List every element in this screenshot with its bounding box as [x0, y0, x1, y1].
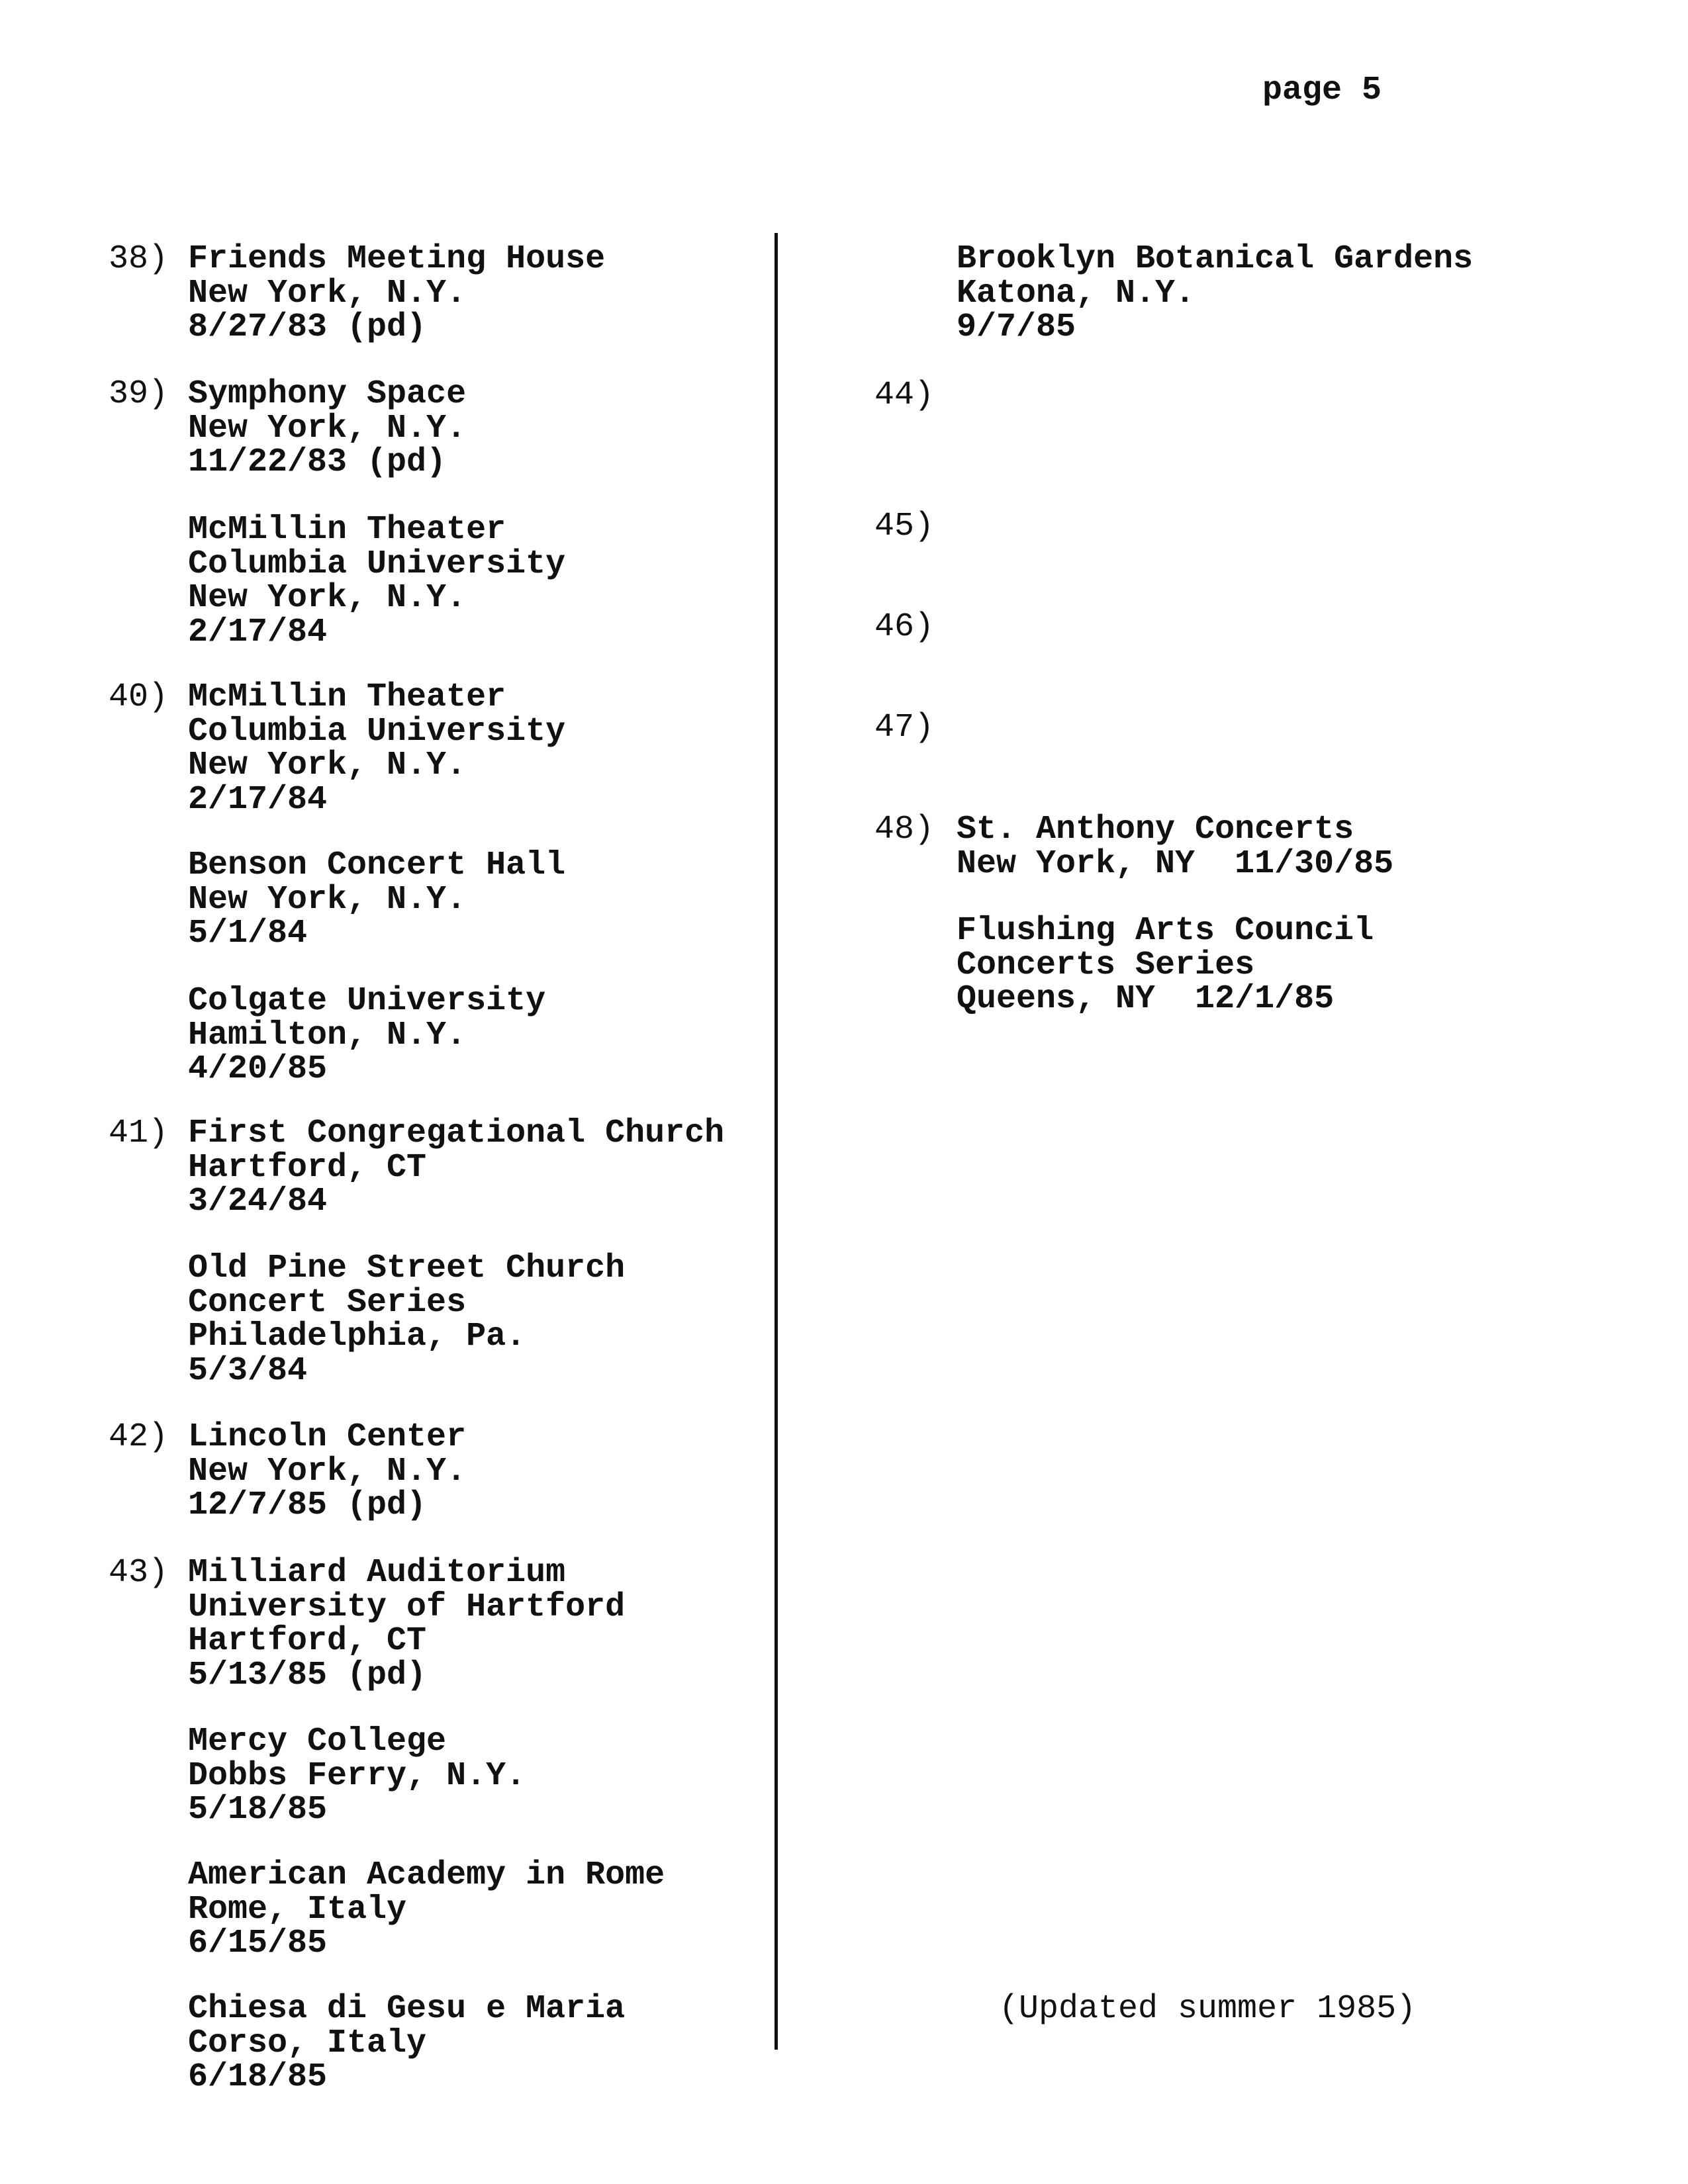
- entry-line: Rome, Italy: [188, 1890, 407, 1929]
- entry-line: American Academy in Rome: [188, 1856, 665, 1894]
- entry-line: Concerts Series: [957, 946, 1255, 984]
- entry-line: New York, NY 11/30/85: [957, 844, 1394, 883]
- page-number: page 5: [1262, 71, 1382, 109]
- entry-line: 2/17/84: [188, 780, 328, 819]
- entry-line: 4/20/85: [188, 1050, 328, 1089]
- entry-line: Mercy College: [188, 1723, 447, 1760]
- entry-line: 5/13/85 (pd): [188, 1656, 427, 1694]
- venue-entry: [188, 1251, 625, 1388]
- venue-entry: [188, 242, 605, 345]
- entry-line: Chiesa di Gesu e Maria: [188, 1990, 626, 2028]
- venue-entry: [188, 848, 565, 951]
- entry-line: Milliard Auditorium: [188, 1554, 566, 1592]
- venue-entry: [188, 513, 565, 649]
- entry-line: New York, N.Y.: [188, 274, 467, 312]
- venue-entry: [957, 813, 1393, 881]
- entry-line: 11/22/83 (pd): [188, 443, 447, 482]
- entry-line: Friends Meeting House: [188, 240, 606, 278]
- entry-line: Dobbs Ferry, N.Y.: [188, 1756, 526, 1795]
- entry-line: Lincoln Center: [188, 1418, 467, 1456]
- entry-number: 43): [109, 1554, 169, 1592]
- venue-entry: [188, 984, 545, 1087]
- entry-line: Corso, Italy: [188, 2024, 427, 2062]
- entry-line: 5/18/85: [188, 1791, 328, 1829]
- entry-line: McMillin Theater: [188, 678, 506, 716]
- venue-entry: [188, 1420, 466, 1523]
- entry-line: Hamilton, N.Y.: [188, 1016, 467, 1054]
- venue-entry: [188, 1992, 625, 2095]
- venue-entry: [188, 377, 466, 480]
- entry-number: 39): [109, 375, 169, 413]
- entry-line: Symphony Space: [188, 375, 467, 413]
- column-divider: [774, 233, 778, 2050]
- entry-line: New York, N.Y.: [188, 579, 467, 617]
- entry-number: 45): [874, 508, 935, 545]
- update-note: (Updated summer 1985): [999, 1990, 1417, 2028]
- venue-entry: [188, 1116, 724, 1219]
- entry-line: 5/3/84: [188, 1351, 308, 1390]
- entry-number: 44): [874, 377, 935, 414]
- entry-line: Colgate University: [188, 982, 546, 1020]
- entry-number: 46): [874, 608, 935, 646]
- entry-number: 47): [874, 709, 935, 747]
- entry-line: Brooklyn Botanical Gardens: [957, 240, 1474, 278]
- venue-entry: [957, 242, 1473, 345]
- entry-line: 3/24/84: [188, 1183, 328, 1221]
- venue-entry: [188, 1725, 526, 1827]
- entry-number: 40): [109, 678, 169, 716]
- entry-line: First Congregational Church: [188, 1115, 725, 1152]
- entry-line: 6/15/85: [188, 1925, 328, 1963]
- entry-line: Katona, N.Y.: [957, 274, 1196, 312]
- entry-line: New York, N.Y.: [188, 409, 467, 447]
- entry-number: 42): [109, 1418, 169, 1456]
- entry-line: Benson Concert Hall: [188, 846, 566, 884]
- entry-line: McMillin Theater: [188, 511, 506, 549]
- entry-line: Hartford, CT: [188, 1622, 427, 1661]
- entry-line: Concert Series: [188, 1283, 467, 1322]
- entry-line: New York, N.Y.: [188, 1452, 467, 1490]
- entry-line: New York, N.Y.: [188, 880, 467, 919]
- venue-entry: [957, 914, 1374, 1017]
- entry-line: 2/17/84: [188, 613, 328, 651]
- venue-entry: [188, 1858, 665, 1961]
- entry-number: 38): [109, 240, 169, 278]
- venue-entry: [188, 680, 565, 817]
- entry-line: Columbia University: [188, 712, 566, 751]
- entry-line: Flushing Arts Council: [957, 912, 1374, 950]
- entry-line: 8/27/83 (pd): [188, 308, 427, 347]
- entry-number: 41): [109, 1115, 169, 1152]
- entry-line: Queens, NY 12/1/85: [957, 980, 1335, 1019]
- entry-number: 48): [874, 811, 935, 848]
- entry-line: Philadelphia, Pa.: [188, 1318, 526, 1356]
- entry-line: 5/1/84: [188, 915, 308, 953]
- venue-entry: [188, 1556, 625, 1692]
- entry-line: Columbia University: [188, 545, 566, 583]
- entry-line: Hartford, CT: [188, 1148, 427, 1187]
- entry-line: Old Pine Street Church: [188, 1250, 626, 1287]
- entry-line: University of Hartford: [188, 1588, 626, 1626]
- entry-line: 6/18/85: [188, 2058, 328, 2097]
- entry-line: New York, N.Y.: [188, 747, 467, 785]
- entry-line: St. Anthony Concerts: [957, 811, 1354, 848]
- entry-line: 12/7/85 (pd): [188, 1486, 427, 1525]
- entry-line: 9/7/85: [957, 308, 1076, 347]
